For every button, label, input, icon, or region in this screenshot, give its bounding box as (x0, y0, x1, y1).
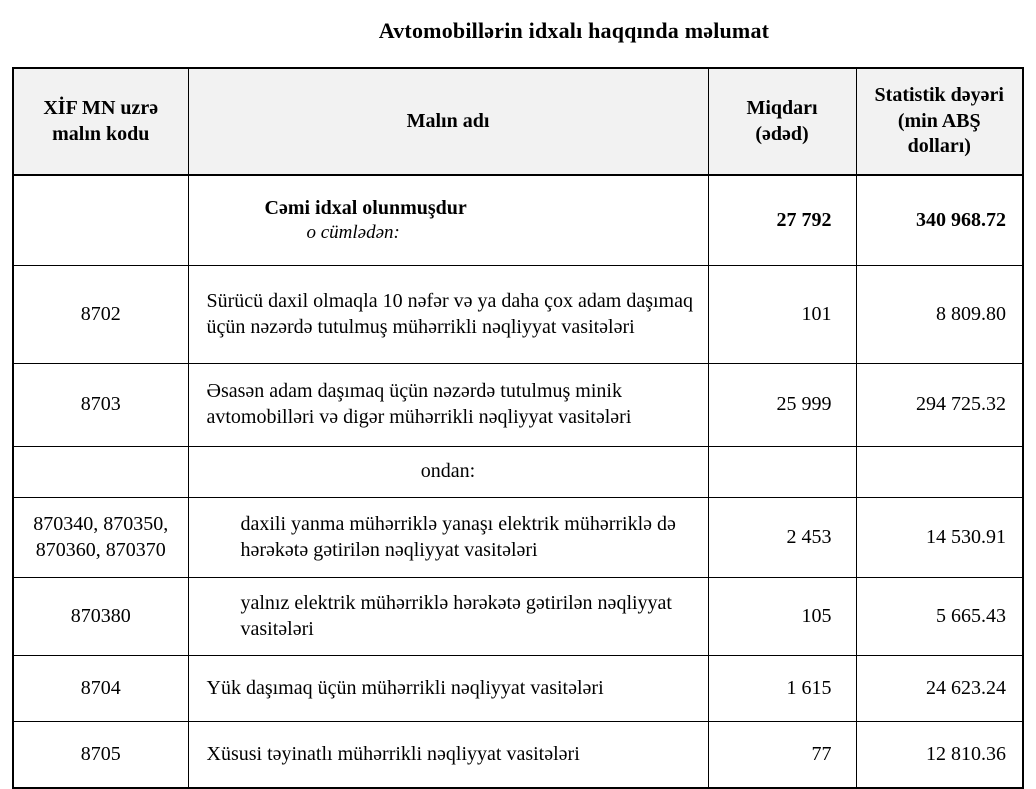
name-cell: Yük daşımaq üçün mühərrikli nəqliyyat vasitələri (188, 656, 708, 722)
code-cell: 8705 (13, 722, 188, 789)
quantity-cell: 2 453 (708, 498, 856, 578)
table-row (13, 722, 1023, 789)
table-row (13, 266, 1023, 364)
quantity-cell: 25 999 (708, 364, 856, 447)
quantity-cell: 105 (708, 578, 856, 656)
code-cell: 8702 (13, 266, 188, 364)
value-cell: 8 809.80 (856, 266, 1023, 364)
value-cell: 5 665.43 (856, 578, 1023, 656)
column-header-quantity: Miqdarı (ədəd) (708, 68, 856, 175)
name-cell: yalnız elektrik mühərriklə hərəkətə gətirilən nəqliyyat vasitələri (188, 578, 708, 656)
name-cell: daxili yanma mühərriklə yanaşı elektrik mühərriklə də hərəkətə gətirilən nəqliyyat vasitələri (188, 498, 708, 578)
code-cell (13, 447, 188, 498)
quantity-cell: 101 (708, 266, 856, 364)
quantity-cell: 1 615 (708, 656, 856, 722)
name-cell (188, 175, 708, 266)
code-cell: 870340, 870350, 870360, 870370 (13, 498, 188, 578)
quantity-cell: 77 (708, 722, 856, 789)
value-cell: 340 968.72 (856, 175, 1023, 266)
page-title: Avtomobillərin idxalı haqqında məlumat (378, 18, 770, 43)
summary-total-label: Cəmi idxal olunmuşdur (264, 196, 467, 219)
name-cell: Əsasən adam daşımaq üçün nəzərdə tutulmuş minik avtomobilləri və digər mühərrikli nəqliyyat vasitələri (188, 364, 708, 447)
value-cell: 12 810.36 (856, 722, 1023, 789)
summary-subnote-label: o cümlədən: (306, 222, 400, 244)
header-row (13, 68, 1023, 175)
table-row (13, 498, 1023, 578)
value-cell (856, 447, 1023, 498)
value-cell: 14 530.91 (856, 498, 1023, 578)
table-row-summary (13, 175, 1023, 266)
column-header-value: Statistik dəyəri (min ABŞ dolları) (856, 68, 1023, 175)
table-row (13, 364, 1023, 447)
code-cell: 870380 (13, 578, 188, 656)
code-cell: 8703 (13, 364, 188, 447)
table-row (13, 656, 1023, 722)
table-row-subheading (13, 447, 1023, 498)
code-cell (13, 175, 188, 266)
import-data-table (12, 67, 1024, 789)
name-cell: Sürücü daxil olmaqla 10 nəfər və ya daha çox adam daşımaq üçün nəzərdə tutulmuş mühərrikli nəqliyyat vasitələri (188, 266, 708, 364)
name-cell: Xüsusi təyinatlı mühərrikli nəqliyyat vasitələri (188, 722, 708, 789)
value-cell: 294 725.32 (856, 364, 1023, 447)
code-cell: 8704 (13, 656, 188, 722)
table-row (13, 578, 1023, 656)
column-header-code: XİF MN uzrə malın kodu (13, 68, 188, 175)
quantity-cell (708, 447, 856, 498)
column-header-name: Malın adı (188, 68, 708, 175)
value-cell: 24 623.24 (856, 656, 1023, 722)
quantity-cell: 27 792 (708, 175, 856, 266)
subheading-cell: ondan: (188, 447, 708, 498)
